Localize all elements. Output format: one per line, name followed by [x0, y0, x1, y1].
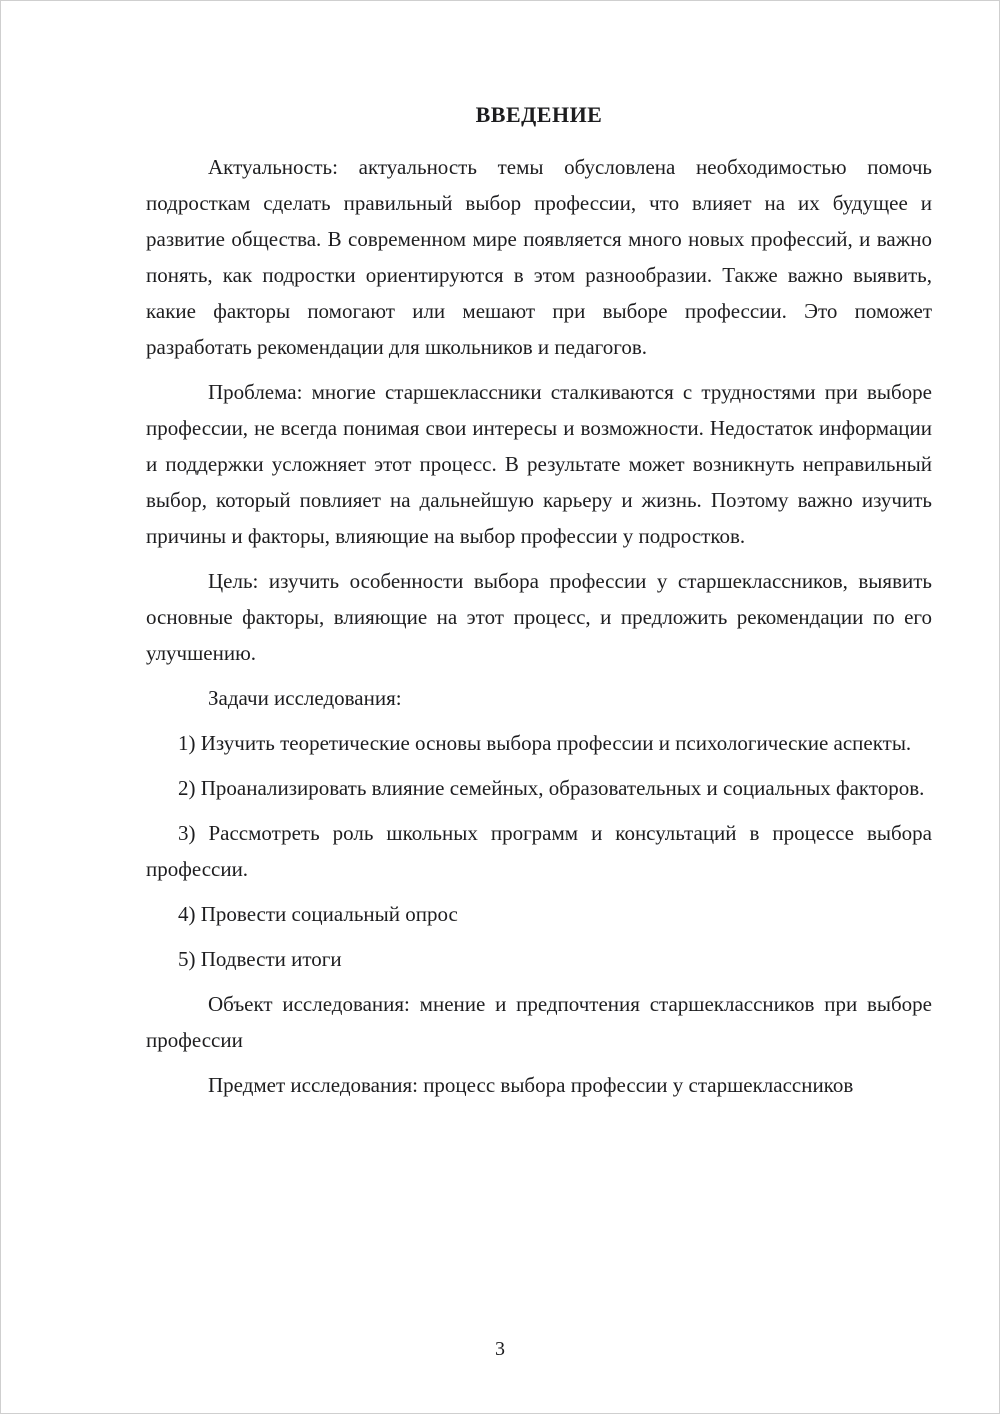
paragraph-obyekt: Объект исследования: мнение и предпочтения старшеклассников при выборе профессии [146, 992, 932, 1052]
list-item-2: 2) Проанализировать влияние семейных, образовательных и социальных факторов. [178, 776, 925, 800]
page-number: 3 [495, 1338, 505, 1360]
paragraph-zadachi-heading: Задачи исследования: [208, 686, 402, 710]
list-item-3: 3) Рассмотреть роль школьных программ и консультаций в процессе выбора профессии. [146, 821, 932, 881]
paragraph-predmet: Предмет исследования: процесс выбора профессии у старшеклассников [208, 1073, 854, 1097]
document-title: ВВЕДЕНИЕ [475, 102, 603, 127]
paragraph-problema: Проблема: многие старшеклассники сталкиваются с трудностями при выборе профессии, не всегда понимая свои интересы и возможности. Недостаток информации и поддержки усложняет этот процесс. В результате может возникнуть неправильный выбор, который повлияет на дальнейшую карьеру и жизнь. Поэтому важно изучить причины и факторы, влияющие на выбор профессии у подростков. [146, 380, 932, 548]
list-item-1: 1) Изучить теоретические основы выбора профессии и психологические аспекты. [178, 731, 912, 755]
paragraph-aktualnost: Актуальность: актуальность темы обусловлена необходимостью помочь подросткам сделать правильный выбор профессии, что влияет на их будущее и развитие общества. В современном мире появляется много новых профессий, и важно понять, как подростки ориентируются в этом разнообразии. Также важно выявить, какие факторы помогают или мешают при выборе профессии. Это поможет разработать рекомендации для школьников и педагогов. [146, 155, 932, 359]
paragraph-tsel: Цель: изучить особенности выбора профессии у старшеклассников, выявить основные факторы, влияющие на этот процесс, и предложить рекомендации по его улучшению. [146, 569, 932, 665]
list-item-5: 5) Подвести итоги [178, 947, 342, 971]
list-item-4: 4) Провести социальный опрос [178, 902, 458, 926]
document-body [146, 97, 932, 1112]
